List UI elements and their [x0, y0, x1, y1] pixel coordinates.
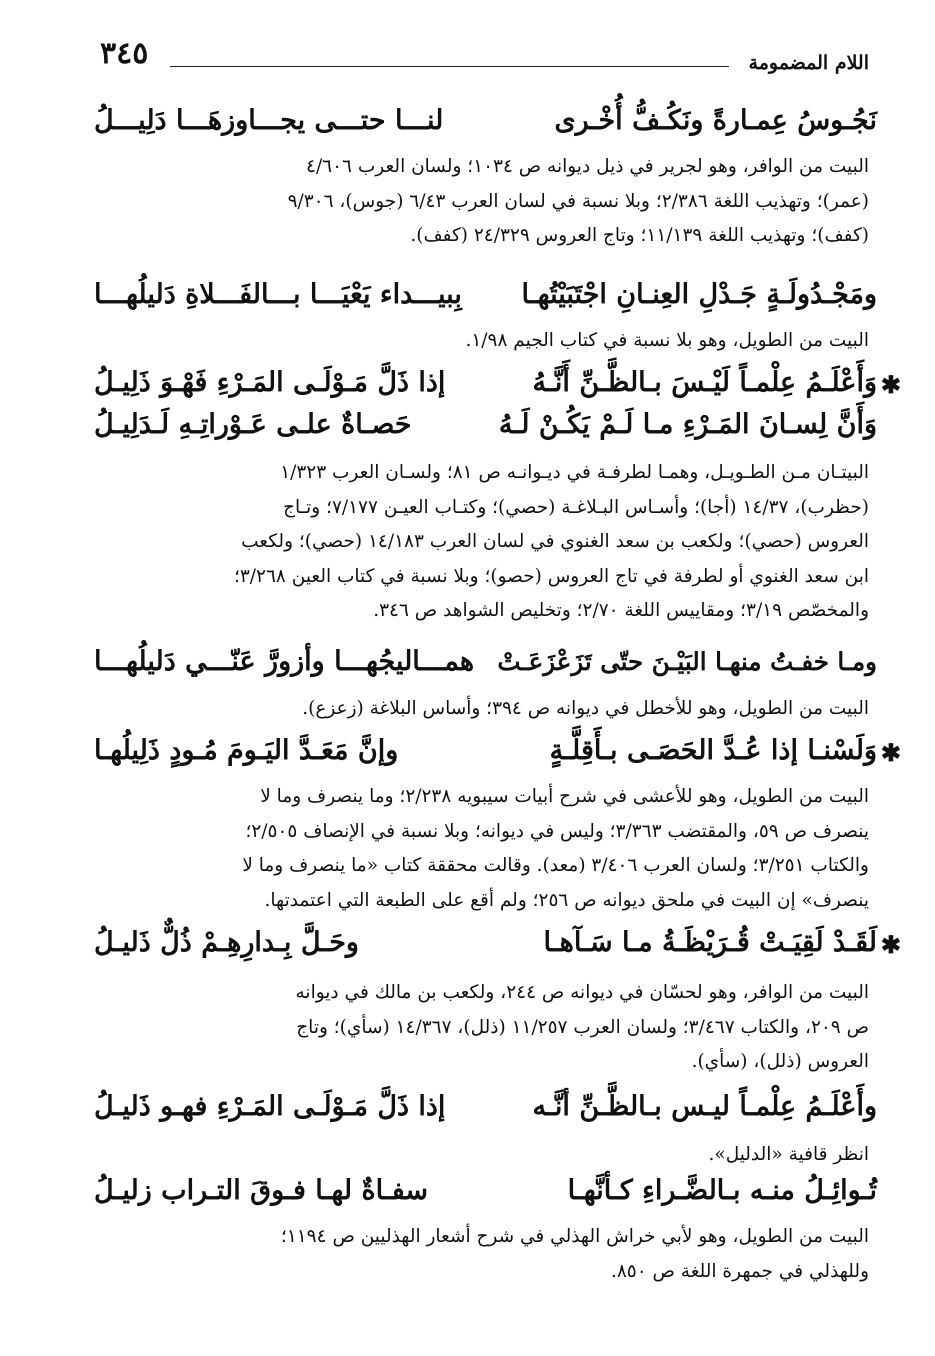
verse-line	[94, 645, 877, 681]
verse-first-hemistich: وَأَعْلَـمُ عِلْمـاً لَيْـسَ بـالظَّـنِّ أَنَّـهُ	[532, 367, 877, 398]
chapter-title: اللام المضمومة	[748, 52, 869, 74]
verse-line	[94, 1174, 877, 1210]
verse-first-hemistich: نَجُـوسُ عِمـارةً ونَكُـفُّ أُخْـرى	[554, 105, 877, 136]
star-marker: ✱	[880, 370, 901, 399]
verse-line	[94, 734, 901, 770]
verse-second-hemistich: وإنَّ مَعَـدَّ اليَـومَ مُـودٍ ذَلِيلُهـا	[94, 735, 399, 766]
citation-note	[100, 324, 869, 359]
note-line: وللهذلي في جمهرة اللغة ص ٨٥٠.	[610, 1260, 869, 1282]
citation-note	[100, 780, 869, 918]
citation-note	[100, 692, 869, 727]
note-line: (حظرب)، ١٤/٣٧ (أجا)؛ وأسـاس البـلاغـة (حصي)؛ وكتـاب العيـن ٧/١٧٧؛ وتـاج	[283, 496, 869, 518]
verse-second-hemistich: سفـاةٌ لهـا فـوقَ التـراب زليـلُ	[94, 1175, 429, 1206]
note-line: (عمر)؛ وتهذيب اللغة ٢/٣٨٦؛ وبلا نسبة في لسان العرب ٦/٤٣ (جوس)، ٩/٣٠٦	[287, 190, 869, 212]
note-line: البيت من الطويل، وهو لأبي خراش الهذلي في شرح أشعار الهذليين ص ١١٩٤؛	[280, 1226, 869, 1247]
citation-note	[100, 976, 869, 1080]
verse-line	[94, 104, 877, 140]
verse-second-hemistich: بِبيـــداء يَعْيَـــا بـــالفَـــلاةِ دَليلُهـــا	[94, 279, 462, 310]
note-line: انظر قافية «الدليل».	[708, 1144, 869, 1165]
verse-second-hemistich: إذا ذَلَّ مَـوْلَـى المَـرْءِ فَهْـوَ ذَلِيـلُ	[94, 367, 446, 398]
note-line: البيت من الطويل، وهو بلا نسبة في كتاب الجيم ١/٩٨.	[465, 330, 869, 351]
note-line: ينصرف ص ٥٩، والمقتضب ٣/٣٦٣؛ وليس في ديوانه؛ وبلا نسبة في الإنصاف ٢/٥٠٥؛	[245, 820, 869, 842]
verse-line	[94, 278, 877, 314]
verse-second-hemistich: همـــاليجُهـــا وأزورَّ عَنّـــي دَليلُهـــا	[94, 646, 475, 677]
citation-note	[100, 1138, 869, 1173]
star-marker: ✱	[880, 930, 901, 959]
running-header	[100, 36, 869, 80]
note-line: البيت من الطويل، وهو للأعشى في شرح أبيات سيبويه ٢/٢٣٨؛ وما ينصرف وما لا	[260, 786, 869, 807]
note-line: والمخصّص ٣/١٩؛ ومقاييس اللغة ٢/٧٠؛ وتخليص الشواهد ص ٣٤٦.	[373, 600, 869, 621]
header-rule	[170, 66, 729, 67]
verse-second-hemistich: وحَـلَّ بِـدارِهِـمْ ذُلٌّ ذَليـلُ	[94, 927, 359, 958]
verse-line	[94, 1090, 877, 1126]
verse-line	[94, 366, 901, 402]
note-line: البيت من الوافر، وهو لحسّان في ديوانه ص ٢٤٤، ولكعب بن مالك في ديوانه	[295, 982, 869, 1003]
note-line: البيتـان مـن الطـويـل، وهمـا لطرفـة في ديـوانـه ص ٨١؛ ولسـان العرب ١/٣٢٣	[280, 462, 869, 483]
note-line: العروس (ذلل)، (سأي).	[691, 1051, 869, 1072]
citation-note	[100, 456, 869, 629]
note-line: العروس (حصي)؛ ولكعب بن سعد الغنوي في لسان العرب ١٤/١٨٣ (حصي)؛ ولكعب	[241, 531, 869, 552]
verse-first-hemistich: لَقَـدْ لَقِيَـتْ قُـرَيْظَـةُ مـا سَـآهـا	[543, 927, 877, 958]
verse-first-hemistich: تُـوائِـلُ منـه بـالضَّـراءِ كـأنَّهـا	[567, 1175, 877, 1206]
verse-first-hemistich: وَأَنَّ لِسـانَ المَـرْءِ مـا لَـمْ يَكُـنْ لَـهُ	[498, 409, 877, 440]
verse-first-hemistich: ومـا خفـتُ منهـا البَيْـنَ حتّى تَزَعْزَعَـتْ	[497, 647, 877, 676]
note-line: ابن سعد الغنوي أو لطرفة في تاج العروس (حصو)؛ وبلا نسبة في كتاب العين ٣/٢٦٨؛	[233, 565, 869, 587]
verse-second-hemistich: إذا ذَلَّ مَـوْلَـى المَـرْءِ فهـو ذَليـلُ	[94, 1091, 446, 1122]
verse-line	[94, 926, 901, 962]
star-marker: ✱	[880, 738, 901, 767]
verse-first-hemistich: وأَعْلَـمُ عِلْمـاً ليـس بـالظَّـنِّ أنَّـه	[532, 1091, 877, 1122]
verse-second-hemistich: حَصـاةٌ علـى عَـوْراتِـهِ لَـدَلِيـلُ	[94, 409, 412, 440]
note-line: ص ٢٠٩، والكتاب ٣/٤٦٧؛ ولسان العرب ١١/٢٥٧ (ذلل)، ١٤/٣٦٧ (سأي)؛ وتاج	[296, 1016, 869, 1038]
verse-line	[94, 408, 877, 444]
note-line: والكتاب ٣/٢٥١؛ ولسان العرب ٣/٤٠٦ (معد). وقالت محققة كتاب «ما ينصرف وما لا	[242, 855, 869, 876]
note-line: (كفف)؛ وتهذيب اللغة ١١/١٣٩؛ وتاج العروس ٢٤/٣٢٩ (كفف).	[410, 225, 869, 246]
citation-note	[100, 1220, 869, 1289]
note-line: البيت من الوافر، وهو لجرير في ذيل ديوانه ص ١٠٣٤؛ ولسان العرب ٤/٦٠٦	[306, 156, 869, 177]
note-line: البيت من الطويل، وهو للأخطل في ديوانه ص ٣٩٤؛ وأساس البلاغة (زعزع).	[302, 698, 869, 719]
verse-second-hemistich: لنـــا حتـــى يجـــاوزهَـــا دَلِيـــلُ	[94, 105, 444, 136]
verse-first-hemistich: ومَجْـدُولَـةٍ جَـدْلِ العِنـانِ اجْتَبَيْتُهـا	[521, 279, 877, 310]
note-line: ينصرف» إن البيت في ملحق ديوانه ص ٢٥٦؛ ولم أقع على الطبعة التي اعتمدتها.	[264, 889, 869, 911]
page-number: ٣٤٥	[100, 36, 149, 71]
verse-first-hemistich: وَلَسْنـا إذا عُـدَّ الحَصَـى بـأَقِلَّـةٍ	[549, 735, 877, 766]
citation-note	[100, 150, 869, 254]
